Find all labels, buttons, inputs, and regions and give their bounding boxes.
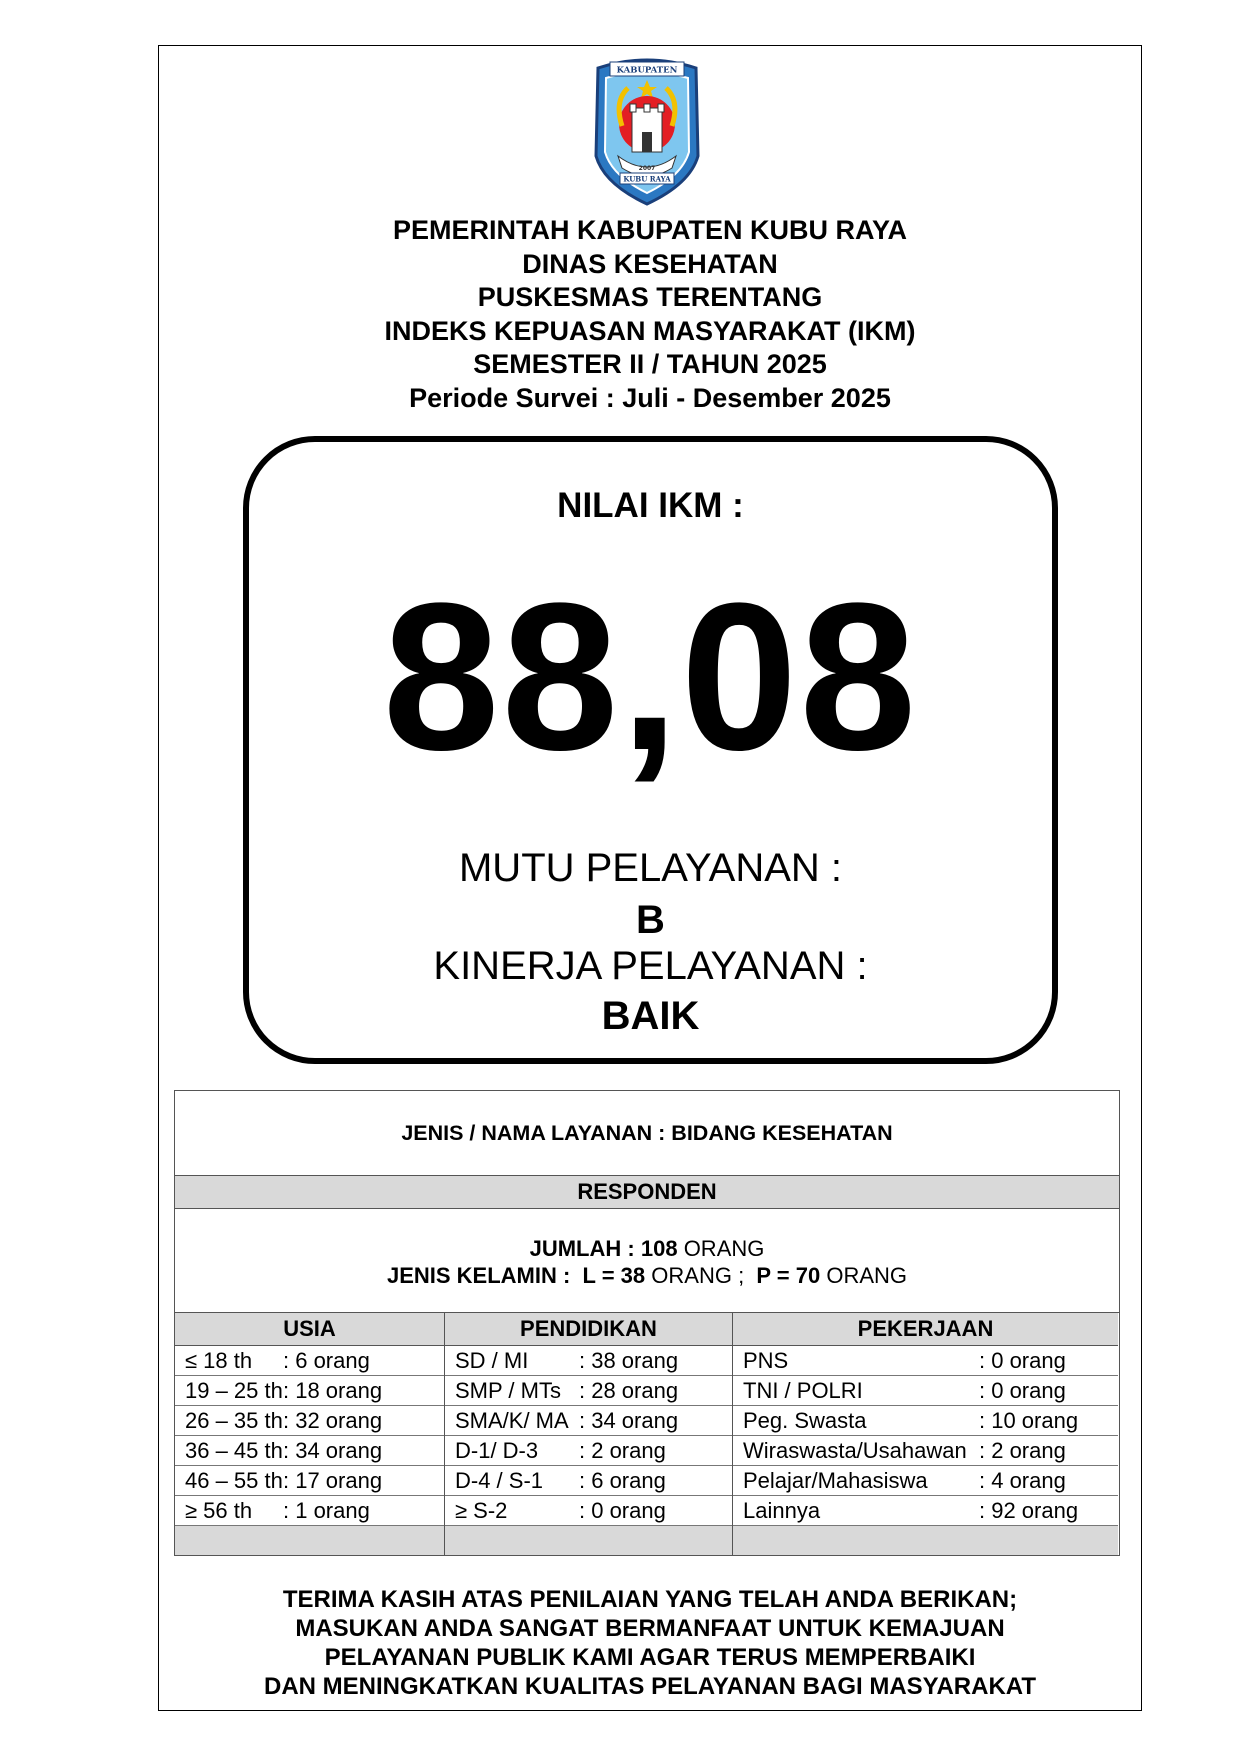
occupation-row [733, 1436, 1118, 1466]
heading-index-title: INDEKS KEPUASAN MASYARAKAT (IKM) [384, 315, 916, 346]
service-performance-label: KINERJA PELAYANAN : [433, 944, 868, 988]
occupation-row [733, 1466, 1118, 1496]
education-row [445, 1346, 732, 1376]
education-column [445, 1313, 733, 1555]
education-count: : 6 orang [579, 1468, 666, 1493]
education-category: SMP / MTs [455, 1378, 561, 1403]
occupation-header: PEKERJAAN [733, 1313, 1118, 1346]
footer-line: PELAYANAN PUBLIK KAMI AGAR TERUS MEMPERBAIKI [324, 1644, 976, 1671]
education-row [445, 1466, 732, 1496]
age-count: : 18 orang [283, 1378, 383, 1403]
age-count: : 32 orang [283, 1408, 383, 1433]
service-performance-value: BAIK [601, 994, 700, 1038]
thank-you-note [158, 1585, 1142, 1701]
age-count: : 1 orang [283, 1498, 370, 1523]
respondents-total [175, 1235, 1119, 1262]
logo-top-text: KABUPATEN [616, 65, 678, 76]
total-label: JUMLAH : [529, 1236, 635, 1261]
occupation-count: : 10 orang [979, 1408, 1079, 1433]
education-category: SD / MI [455, 1348, 529, 1373]
service-type: JENIS / NAMA LAYANAN : BIDANG KESEHATAN [175, 1091, 1119, 1176]
occupation-empty-row [733, 1526, 1118, 1555]
education-count: : 0 orang [579, 1498, 666, 1523]
respondent-breakdown [175, 1313, 1119, 1555]
age-column [175, 1313, 445, 1555]
education-category: D-4 / S-1 [455, 1468, 544, 1493]
occupation-category: Peg. Swasta [743, 1408, 867, 1433]
gender-label: JENIS KELAMIN : [386, 1263, 571, 1288]
age-category: 36 – 45 th [185, 1438, 283, 1463]
age-row [175, 1376, 444, 1406]
respondents-gender: JENIS KELAMIN : L = 38 ORANG ; P = 70 ORANG [386, 1263, 908, 1288]
age-header: USIA [175, 1313, 444, 1346]
gender-female: P = 70 [756, 1263, 821, 1288]
age-count: : 6 orang [283, 1348, 370, 1373]
age-category: 26 – 35 th [185, 1408, 283, 1433]
heading-department: DINAS KESEHATAN [522, 248, 778, 279]
education-category: SMA/K/ MA [455, 1408, 569, 1433]
heading-survey-period: Periode Survei : Juli - Desember 2025 [409, 382, 891, 413]
education-count: : 2 orang [579, 1438, 666, 1463]
gender-male: L = 38 [582, 1263, 646, 1288]
occupation-category: PNS [743, 1348, 789, 1373]
service-quality-value: B [636, 898, 665, 942]
occupation-category: Pelajar/Mahasiswa [743, 1468, 928, 1493]
education-row [445, 1436, 732, 1466]
total-value: 108 [640, 1236, 678, 1261]
age-row [175, 1346, 444, 1376]
respondents-header: RESPONDEN [175, 1176, 1119, 1209]
age-category: ≤ 18 th [185, 1348, 253, 1373]
occupation-count: : 2 orang [979, 1438, 1066, 1463]
age-empty-row [175, 1526, 444, 1555]
gender-female-unit: ORANG [826, 1263, 908, 1288]
education-row [445, 1376, 732, 1406]
education-count: : 34 orang [579, 1408, 679, 1433]
ikm-score-box [243, 436, 1058, 1064]
age-count: : 34 orang [283, 1438, 383, 1463]
education-count: : 38 orang [579, 1348, 679, 1373]
heading-government: PEMERINTAH KABUPATEN KUBU RAYA [392, 215, 908, 245]
logo-bottom-text: KUBU RAYA [623, 174, 671, 184]
occupation-column [733, 1313, 1118, 1555]
occupation-count: : 92 orang [979, 1498, 1079, 1523]
occupation-row [733, 1496, 1118, 1526]
occupation-row [733, 1346, 1118, 1376]
age-count: : 17 orang [283, 1468, 383, 1493]
age-row [175, 1436, 444, 1466]
education-count: : 28 orang [579, 1378, 679, 1403]
occupation-count: : 0 orang [979, 1378, 1066, 1403]
occupation-count: : 4 orang [979, 1468, 1066, 1493]
occupation-category: Lainnya [743, 1498, 821, 1523]
age-category: 46 – 55 th [185, 1468, 283, 1493]
education-row [445, 1496, 732, 1526]
footer-line: MASUKAN ANDA SANGAT BERMANFAAT UNTUK KEMAJUAN [295, 1615, 1005, 1642]
document-heading [158, 214, 1142, 415]
age-row [175, 1406, 444, 1436]
age-row [175, 1466, 444, 1496]
education-row [445, 1406, 732, 1436]
age-category: ≥ 56 th [185, 1498, 253, 1523]
kubu-raya-logo [590, 56, 704, 208]
ikm-value-label: NILAI IKM : [557, 486, 744, 525]
occupation-count: : 0 orang [979, 1348, 1066, 1373]
respondent-info-table [174, 1090, 1120, 1556]
education-empty-row [445, 1526, 732, 1555]
occupation-category: Wiraswasta/Usahawan [743, 1438, 967, 1463]
footer-line: DAN MENINGKATKAN KUALITAS PELAYANAN BAGI MASYARAKAT [263, 1673, 1037, 1700]
education-category: ≥ S-2 [455, 1498, 508, 1523]
occupation-row [733, 1406, 1118, 1436]
heading-semester: SEMESTER II / TAHUN 2025 [473, 349, 827, 379]
occupation-category: TNI / POLRI [743, 1378, 863, 1403]
education-header: PENDIDIKAN [445, 1313, 732, 1346]
service-quality-label: MUTU PELAYANAN : [458, 846, 843, 890]
logo-year: 2007 [638, 165, 656, 172]
gender-male-unit: ORANG [651, 1263, 732, 1288]
ikm-value: 88,08 [382, 559, 919, 794]
age-category: 19 – 25 th [185, 1378, 283, 1403]
heading-puskesmas: PUSKESMAS TERENTANG [477, 282, 823, 312]
occupation-row [733, 1376, 1118, 1406]
age-row [175, 1496, 444, 1526]
education-category: D-1/ D-3 [455, 1438, 539, 1463]
respondents-summary [175, 1209, 1119, 1313]
total-unit: ORANG [683, 1236, 765, 1261]
footer-line: TERIMA KASIH ATAS PENILAIAN YANG TELAH ANDA BERIKAN; [282, 1586, 1018, 1613]
